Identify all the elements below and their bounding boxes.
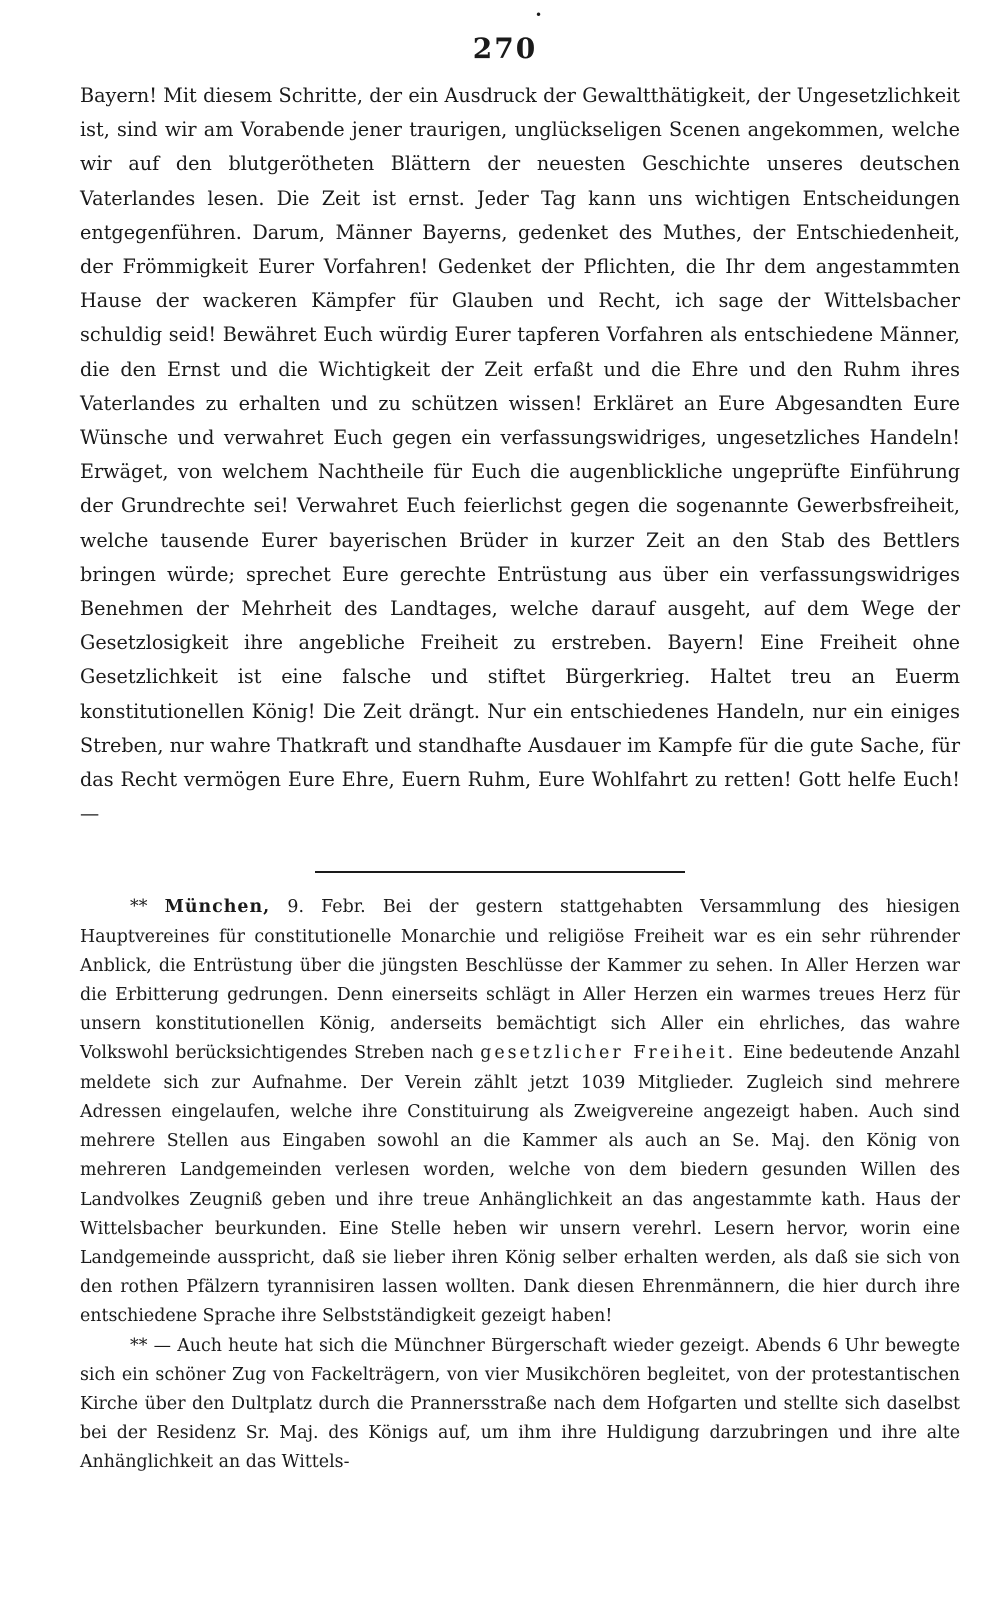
report-marker: ** [130,897,148,918]
report-text: Bei der gestern stattgehabten Versammlung des hiesigen Hauptvereines für constitutionelle Monarchie und religiöse Freiheit war es ein sehr rührender Anblick, die Entrüstung über die jüngsten Beschlüsse der Kammer zu sehen. In Aller Herzen war die Erbitterung gedrungen. Denn einerseits schlägt in Aller Herzen ein warmes treues Herz für unsern konstitutionellen König, anderseits bemächtigt sich Aller ein ehrliches, das wahre Volkswohl berücksichtigendes Streben nach [80,897,960,1064]
report-emphasis: gesetzlicher Freiheit. [480,1043,737,1064]
article-continuation [80,79,960,831]
section-divider [315,871,685,873]
report-text-continued: Eine bedeutende Anzahl meldete sich zur Aufnahme. Der Verein zählt jetzt 1039 Mitglieder. Zugleich sind mehrere Adressen eingelaufen, welche ihre Constituirung als Zweigvereine angezeigt haben. Auch sind mehrere Stellen aus Eingaben sowohl an die Kammer als auch an Se. Maj. den König von mehreren Landgemeinden verlesen worden, welche von dem biedern gesunden Willen des Landvolkes Zeugniß geben und ihre treue Anhänglichkeit an das angestammte kath. Haus der Wittelsbacher beurkunden. Eine Stelle heben wir unsern verehrl. Lesern hervor, worin eine Landgemeinde ausspricht, daß sie lieber ihren König selber erhalten werden, als daß sie sich von den rothen Pfälzern tyrannisiren lassen wollten. Dank diesen Ehrenmännern, die hier durch ihre entschiedene Sprache ihre Selbstständigkeit gezeigt haben! [80,1043,961,1327]
news-reports [80,893,960,1477]
report-marker: ** [130,1335,148,1356]
report-munich [80,893,960,1331]
report-torch-procession [80,1332,960,1478]
article-paragraph: Bayern! Mit diesem Schritte, der ein Ausdruck der Gewaltthätigkeit, der Ungesetzlichkeit ist, sind wir am Vorabende jener traurigen, unglückseligen Scenen angekommen, welche wir auf den blutgerötheten Blättern der neuesten Geschichte unseres deutschen Vaterlandes lesen. Die Zeit ist ernst. Jeder Tag kann uns wichtigen Entscheidungen entgegenführen. Darum, Männer Bayerns, gedenket des Muthes, der Entschiedenheit, der Frömmigkeit Eurer Vorfahren! Gedenket der Pflichten, die Ihr dem angestammten Hause der wackeren Kämpfer für Glauben und Recht, ich sage der Wittelsbacher schuldig seid! Bewähret Euch würdig Eurer tapferen Vorfahren als entschiedene Männer, die den Ernst und die Wichtigkeit der Zeit erfaßt und die Ehre und den Ruhm ihres Vaterlandes zu erhalten und zu schützen wissen! Erkläret an Eure Abgesandten Eure Wünsche und verwahret Euch gegen ein verfassungswidriges, ungesetzliches Handeln! Erwäget, von welchem Nachtheile für Euch die augenblickliche ungeprüfte Einführung der Grundrechte sei! Verwahret Euch feierlichst gegen die sogenannte Gewerbsfreiheit, welche tausende Eurer bayerischen Brüder in kurzer Zeit an den Stab des Bettlers bringen würde; sprechet Eure gerechte Entrüstung aus über ein verfassungswidriges Benehmen der Mehrheit des Landtages, welche darauf ausgeht, auf dem Wege der Gesetzlosigkeit ihre angebliche Freiheit zu erstreben. Bayern! Eine Freiheit ohne Gesetzlichkeit ist eine falsche und stiftet Bürgerkrieg. Haltet treu an Euerm konstitutionellen König! Die Zeit drängt. Nur ein entschiedenes Handeln, nur ein einiges Streben, nur wahre Thatkraft und standhafte Ausdauer im Kampfe für die gute Sache, für das Recht vermögen Eure Ehre, Euern Ruhm, Eure Wohlfahrt zu retten! Gott helfe Euch! — [80,84,960,826]
report-location: München, [164,897,271,918]
page-number: 270 [472,32,538,65]
top-mark: • [535,8,543,22]
report-date: 9. Febr. [287,897,366,918]
report-text: — Auch heute hat sich die Münchner Bürgerschaft wieder gezeigt. Abends 6 Uhr bewegte sich ein schöner Zug von Fackelträgern, von vier Musikchören begleitet, von der protestantischen Kirche über den Dultplatz durch die Prannersstraße nach dem Hofgarten und stellte sich daselbst bei der Residenz Sr. Maj. des Königs auf, um ihm ihre Huldigung darzubringen und ihre alte Anhänglichkeit an das Wittels- [80,1335,961,1473]
